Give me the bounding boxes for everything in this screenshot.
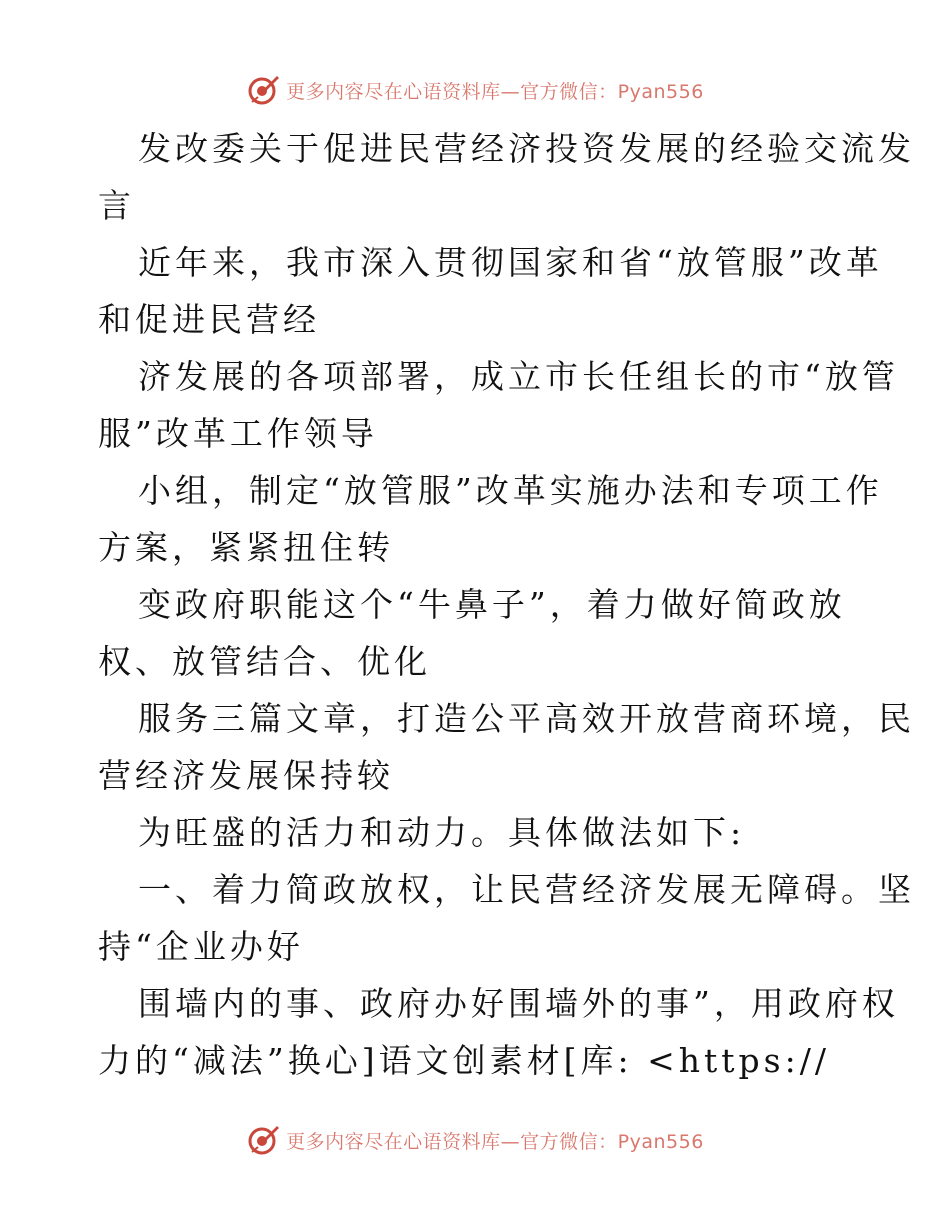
pen-logo-icon [246,1123,280,1157]
footer-watermark [0,1120,950,1160]
text-line: 变政府职能这个“牛鼻子”，着力做好简政放 [138,585,846,624]
watermark-text: 更多内容尽在心语资料库—官方微信：Pyan556 [286,1130,704,1153]
text-line: 和促进民营经 [98,300,320,339]
text-line: 服”改革工作领导 [98,414,378,453]
header-watermark [0,70,950,110]
text-line: 围墙内的事、政府办好围墙外的事”，用政府权 [138,984,899,1023]
text-line: 持“企业办好 [98,927,304,966]
watermark-text: 更多内容尽在心语资料库—官方微信：Pyan556 [286,80,704,103]
text-line: 发改委关于促进民营经济投资发展的经验交流发 [138,129,915,168]
text-line: 为旺盛的活力和动力。具体做法如下: [138,813,746,852]
text-line: 小组，制定“放管服”改革实施办法和专项工作 [138,471,883,510]
text-line: 营经济发展保持较 [98,756,394,795]
text-line: 力的“减法”换心]语文创素材[库: <https:// [98,1041,830,1080]
text-line: 近年来，我市深入贯彻国家和省“放管服”改革 [138,243,883,282]
text-line: 方案，紧紧扭住转 [98,528,394,567]
text-line: 一、着力简政放权，让民营经济发展无障碍。坚 [138,870,915,909]
text-line: 言 [98,186,135,225]
document-body [98,120,915,1089]
pen-logo-icon [246,73,280,107]
text-line: 权、放管结合、优化 [98,642,431,681]
text-line: 服务三篇文章，打造公平高效开放营商环境，民 [138,699,915,738]
text-line: 济发展的各项部署，成立市长任组长的市“放管 [138,357,899,396]
